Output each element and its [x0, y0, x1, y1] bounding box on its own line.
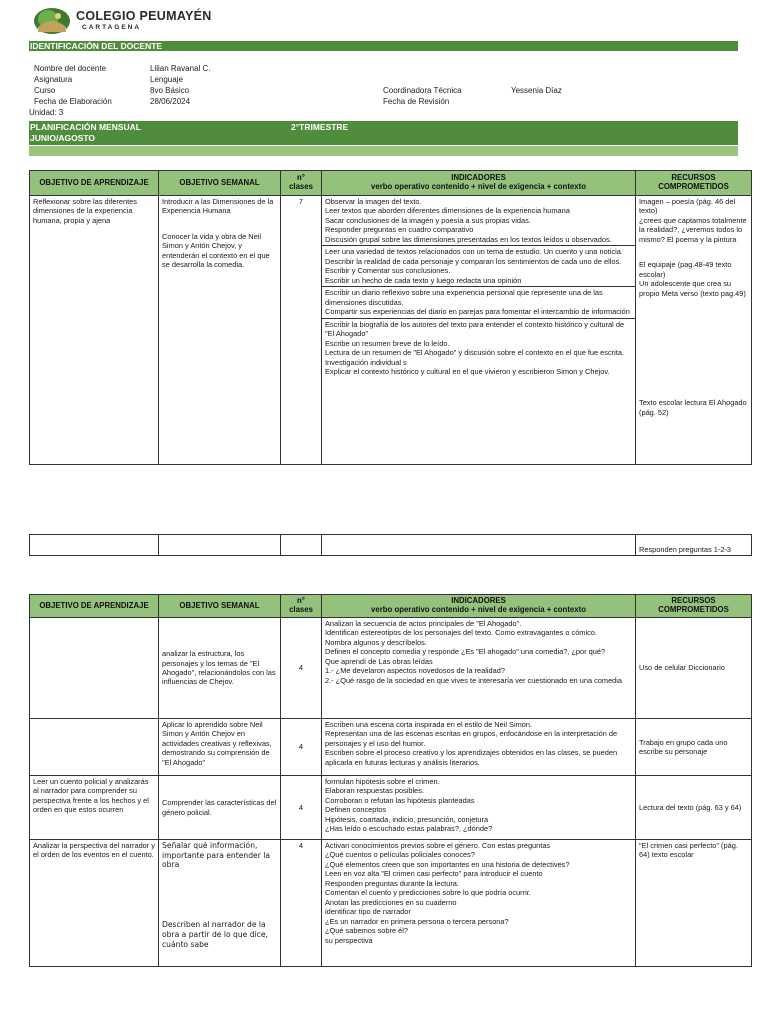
- t2-r4-oa: Analizar la perspectiva del narrador y el orden de los eventos en el cuento.: [30, 840, 159, 967]
- t2-r4-rec: "El crimen casi perfecto" (pág. 64) texto escolar: [636, 840, 752, 967]
- t2-r3-ind: formulan hipótesis sobre el crimen. Elaboran respuestas posibles. Corroboran o refutan las hipótesis planteadas Definen conceptos Hipótesis, coartada, indicio, presunción, conjetura ¿Has leído o escuchado estas palabras?, ¿dónde?: [322, 776, 636, 840]
- coord-value: Yessenia Díaz: [511, 86, 562, 95]
- t2-r1-os: analizar la estructura, los personajes y los temas de "El Ahogado", relacionándolos con las influencias de Chejov.: [159, 618, 281, 719]
- school-name: COLEGIO PEUMAYÉN: [76, 8, 212, 23]
- plan-months: JUNIO/AGOSTO: [30, 133, 96, 143]
- mid-os: [159, 535, 281, 556]
- plan-trimestre: 2°TRIMESTRE: [291, 122, 349, 132]
- fecha-value: 28/06/2024: [150, 97, 191, 106]
- t2-r4-os: Señalar qué información, importante para entender la obra Describen al narrador de la obra a partir de lo que dice, cuánto sabe: [159, 840, 281, 967]
- plan-title: PLANIFICACIÓN MENSUAL: [30, 122, 141, 132]
- header2-rec: RECURSOS COMPROMETIDOS: [636, 595, 752, 618]
- plan-band-light: [29, 146, 738, 156]
- mid-n: [281, 535, 322, 556]
- mid-oa: [30, 535, 159, 556]
- school-crest-icon: [32, 5, 72, 35]
- t2-r3-n: 4: [281, 776, 322, 840]
- t2-r2-os: Aplicar lo aprendido sobre Neil Simon y Antón Chejov en actividades creativas y reflexivas, demostrando su comprensión de "El Ahogado": [159, 719, 281, 776]
- table-row: [30, 618, 752, 719]
- table-row: [30, 719, 752, 776]
- fecha-label: Fecha de Elaboración: [34, 97, 112, 106]
- t1-n: 7: [281, 196, 322, 465]
- plan-table-1: [29, 170, 752, 465]
- header2-n: n° clases: [281, 595, 322, 618]
- t1-seg-4: Escribir la biografía de los autores del texto para entender el contexto histórico y cultural de "El Ahogado" Escribe un resumen breve de lo leído. Lectura de un resumen de "El Ahogado" y discusión sobre el contexto en el que fue escrita. Investigación individual s Explicar el contexto histórico y cultural en el que vivieron y escribieron Simon y Chejov.: [325, 319, 625, 376]
- header-os: OBJETIVO SEMANAL: [159, 171, 281, 196]
- header-ind: INDICADORES verbo operativo contenido + nivel de exigencia + contexto: [322, 171, 636, 196]
- t1-recursos: Imagen – poesía (pág. 46 del texto) ¿crees que captamos totalmente la realidad?, ¿veremos todos lo mismo? El poema y la pintura El equipaje (pag.48-49 texto escolar) Un adolescente que crea su propio Meta verso (texto pag.49) Texto escolar lectura El Ahogado (pág. 52): [636, 196, 752, 465]
- t2-r3-oa: Leer un cuento policial y analizarás al narrador para comprender su perspectiva frente a los hechos y el orden en que estos ocurren: [30, 776, 159, 840]
- t2-r2-rec: Trabajo en grupo cada uno escribe su personaje: [636, 719, 752, 776]
- mid-ind: [322, 535, 636, 556]
- plan-table-2: [29, 594, 752, 967]
- header-oa: OBJETIVO DE APRENDIZAJE: [30, 171, 159, 196]
- t1-seg-3: Escribir un diario reflexivo sobre una experiencia personal que represente una de las dimensiones discutidas. Compartir sus experiencias del diario en parejas para fomentar el intercambio de información: [322, 287, 635, 318]
- t2-r1-ind: Analizan la secuencia de actos principales de "El Ahogado". Identifican estereotipos de los personajes del texto. Como extravagantes o cómico. Nombra algunos y descríbelos. Definen el concepto comedia y responde ¿Es "El ahogado" una comedia?, ¿por qué? Que aprendí de Las obras leídas 1.- ¿Me develaron aspectos novedosos de la realidad? 2.- ¿Qué rasgo de la sociedad en que vives te interesaría ver cuestionado en una comedia: [322, 618, 636, 719]
- docente-value: Lilian Ravanal C.: [150, 64, 211, 73]
- school-city: CARTAGENA: [82, 23, 142, 31]
- header2-os: OBJETIVO SEMANAL: [159, 595, 281, 618]
- t1-oa: Reflexionar sobre las diferentes dimensiones de la experiencia humana, propia y ajena: [30, 196, 159, 465]
- t2-r3-rec: Lectura del texto (pág. 63 y 64): [636, 776, 752, 840]
- t2-r2-ind: Escriben una escena corta inspirada en el estilo de Neil Simon. Representan una de las escenas escritas en grupos, enfocándose en la interpretación de personajes y el uso del humor. Escriben sobre el proceso creativo y los aprendizajes obtenidos en las clases, se pueden aplicarla en futuras lecturas y análisis literarios.: [322, 719, 636, 776]
- t2-r3-os: Comprender las características del género policial.: [159, 776, 281, 840]
- header2-ind: INDICADORES verbo operativo contenido + nivel de exigencia + contexto: [322, 595, 636, 618]
- asignatura-value: Lenguaje: [150, 75, 183, 84]
- t2-r2-n: 4: [281, 719, 322, 776]
- table-row: [30, 776, 752, 840]
- curso-label: Curso: [34, 86, 56, 95]
- section-title: IDENTIFICACIÓN DEL DOCENTE: [29, 41, 738, 51]
- asignatura-label: Asignatura: [34, 75, 73, 84]
- mid-recursos: Responden preguntas 1-2-3: [636, 535, 752, 556]
- t1-os: Introducir a las Dimensiones de la Experiencia Humana Conocer la vida y obra de Neil Simon y Antón Chejov, y entenderán el contexto en el que se desarrolla la comedia.: [159, 196, 281, 465]
- t2-r1-n: 4: [281, 618, 322, 719]
- t2-r1-oa: [30, 618, 159, 719]
- plan-band: [29, 121, 738, 145]
- t1-seg-2: Leer una variedad de textos relacionados con un tema de estudio. Un cuento y una noticia. Describir la realidad de cada personaje y comparan los sentimientos de cada uno de ellos. Escribir y Comentar sus conclusiones. Escribir un hecho de cada texto y luego redacta una opinión: [322, 246, 635, 287]
- t2-r4-n: 4: [281, 840, 322, 967]
- t2-r1-rec: Uso de celular Diccionario: [636, 618, 752, 719]
- curso-value: 8vo Básico: [150, 86, 190, 95]
- unidad-label: Unidad: 3: [29, 108, 64, 117]
- revision-label: Fecha de Revisión: [383, 97, 450, 106]
- t2-r4-ind: Activan conocimientos previos sobre el género. Con estas preguntas ¿Qué cuentos o películas policiales conoces? ¿Qué elementos creen que son importantes en una historia de detectives? Leen en voz alta "El crimen casi perfecto" para introducir el cuento Responden preguntas durante la lectura. Comentan el cuento y predicciones sobre lo que podría ocurrir. Anotan las predicciones en su cuaderno identificar tipo de narrador ¿Es un narrador en primera persona o tercera persona? ¿Qué sabemos sobre él? su perspectiva: [322, 840, 636, 967]
- coord-label: Coordinadora Técnica: [383, 86, 462, 95]
- t1-seg-1: Observar la imagen del texto. Leer textos que aborden diferentes dimensiones de la experiencia humana Sacar conclusiones de la imagen y poesía a sus propias vidas. Responder preguntas en cuadro comparativo Discusión grupal sobre las dimensiones presentadas en los textos leídos u observados.: [322, 196, 635, 246]
- plan-table-mid: [29, 534, 752, 556]
- header-n: n° clases: [281, 171, 322, 196]
- header-rec: RECURSOS COMPROMETIDOS: [636, 171, 752, 196]
- docente-label: Nombre del docente: [34, 64, 107, 73]
- header2-oa: OBJETIVO DE APRENDIZAJE: [30, 595, 159, 618]
- t2-r2-oa: [30, 719, 159, 776]
- table-row: [30, 840, 752, 967]
- school-header: [32, 4, 212, 36]
- t1-indicators: [322, 196, 636, 465]
